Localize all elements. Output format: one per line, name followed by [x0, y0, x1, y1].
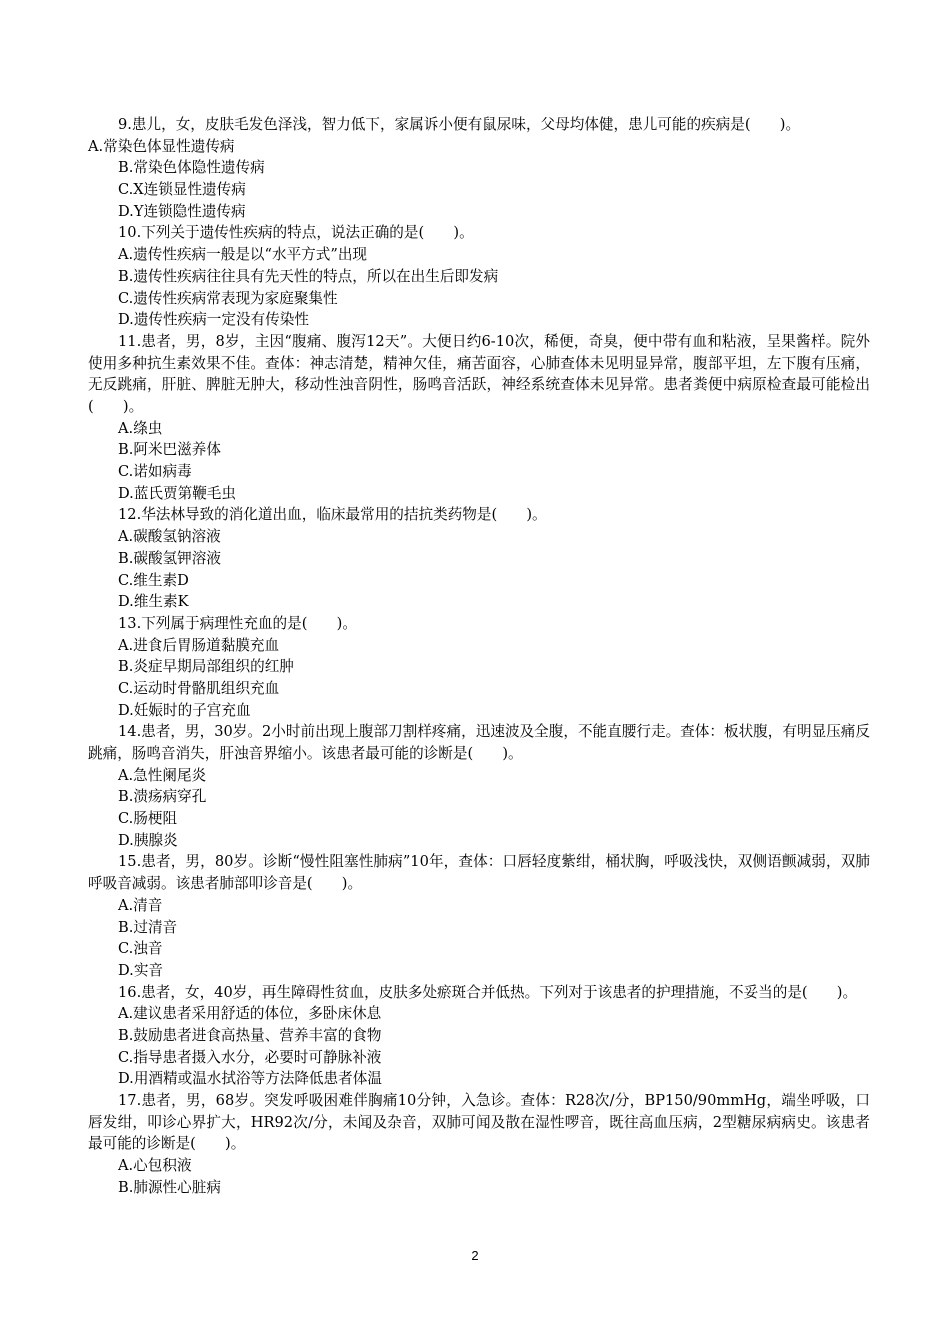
option: D.遗传性疾病一定没有传染性	[118, 311, 309, 329]
question-stem: 12.华法林导致的消化道出血，临床最常用的拮抗类药物是( )。	[118, 506, 547, 524]
option: A.绦虫	[118, 419, 163, 437]
option: C.诺如病毒	[118, 463, 192, 481]
option: C.维生素D	[118, 571, 189, 589]
option: B.碳酸氢钾溶液	[118, 549, 221, 567]
option: A.进食后胃肠道黏膜充血	[118, 636, 280, 654]
option: D.蓝氏贾第鞭毛虫	[118, 484, 236, 502]
option: A.心包积液	[118, 1157, 192, 1175]
question-stem: 16.患者，女，40岁，再生障碍性贫血，皮肤多处瘀斑合并低热。下列对于该患者的护理措施，不妥当的是( )。	[118, 983, 858, 1001]
question-stem: 9.患儿，女，皮肤毛发色泽浅，智力低下，家属诉小便有鼠尿味，父母均体健，患儿可能的疾病是( )。	[118, 116, 801, 133]
option: A.碳酸氢钠溶液	[118, 528, 221, 546]
page-number: 2	[471, 1248, 479, 1263]
option: C.X连锁显性遗传病	[118, 181, 246, 199]
option: B.遗传性疾病往往具有先天性的特点，所以在出生后即发病	[118, 267, 499, 285]
option: B.鼓励患者进食高热量、营养丰富的食物	[118, 1027, 382, 1045]
option: B.炎症早期局部组织的红肿	[118, 658, 294, 676]
question-stem: 17.患者，男，68岁。突发呼吸困难伴胸痛10分钟，入急诊。查体：R28次/分，BP150/90mmHg，端坐呼吸，口唇发绀，叩诊心界扩大，HR92次/分，未闻及杂音，双肺可闻及散在湿性啰音，既往高血压病，2型糖尿病病史。该患者最可能的诊断是( )。	[88, 1092, 870, 1153]
option: B.常染色体隐性遗传病	[118, 159, 265, 177]
option: A.急性阑尾炎	[118, 766, 207, 784]
option: A.建议患者采用舒适的体位，多卧床休息	[118, 1005, 382, 1023]
option: A.清音	[118, 896, 163, 914]
question-stem: 13.下列属于病理性充血的是( )。	[118, 614, 357, 632]
option: C.运动时骨骼肌组织充血	[118, 679, 280, 697]
option: B.溃疡病穿孔	[118, 788, 207, 806]
option: D.用酒精或温水拭浴等方法降低患者体温	[118, 1070, 382, 1088]
option: D.维生素K	[118, 593, 189, 611]
option: A.遗传性疾病一般是以“水平方式”出现	[118, 246, 368, 264]
option: C.指导患者摄入水分，必要时可静脉补液	[118, 1048, 382, 1066]
option: D.实音	[118, 961, 164, 979]
option: C.肠梗阻	[118, 810, 178, 828]
option: D.妊娠时的子宫充血	[118, 701, 251, 719]
question-stem: 11.患者，男，8岁，主因“腹痛、腹泻12天”。大便日约6-10次，稀便，奇臭，便中带有血和粘液，呈果酱样。院外使用多种抗生素效果不佳。查体：神志清楚，精神欠佳，痛苦面容，心肺查体未见明显异常，腹部平坦，左下腹有压痛，无反跳痛，肝脏、脾脏无肿大，移动性浊音阴性，肠鸣音活跃，神经系统查体未见异常。患者粪便中病原检查最可能检出( )。	[88, 332, 870, 415]
option: B.过清音	[118, 918, 178, 936]
document-body	[88, 114, 870, 1199]
option: C.遗传性疾病常表现为家庭聚集性	[118, 289, 338, 307]
option: D.Y连锁隐性遗传病	[118, 202, 246, 220]
option: C.浊音	[118, 940, 163, 958]
option: B.肺源性心脏病	[118, 1178, 221, 1196]
option: A.常染色体显性遗传病	[88, 137, 235, 155]
question-stem: 14.患者，男，30岁。2小时前出现上腹部刀割样疼痛，迅速波及全腹，不能直腰行走。查体：板状腹，有明显压痛反跳痛，肠鸣音消失，肝浊音界缩小。该患者最可能的诊断是( )。	[88, 723, 870, 763]
question-stem: 10.下列关于遗传性疾病的特点，说法正确的是( )。	[118, 224, 474, 242]
question-stem: 15.患者，男，80岁。诊断“慢性阻塞性肺病”10年，查体：口唇轻度紫绀，桶状胸，呼吸浅快，双侧语颤减弱，双肺呼吸音减弱。该患者肺部叩诊音是( )。	[88, 853, 870, 893]
option: D.胰腺炎	[118, 831, 178, 849]
option: B.阿米巴滋养体	[118, 441, 221, 459]
